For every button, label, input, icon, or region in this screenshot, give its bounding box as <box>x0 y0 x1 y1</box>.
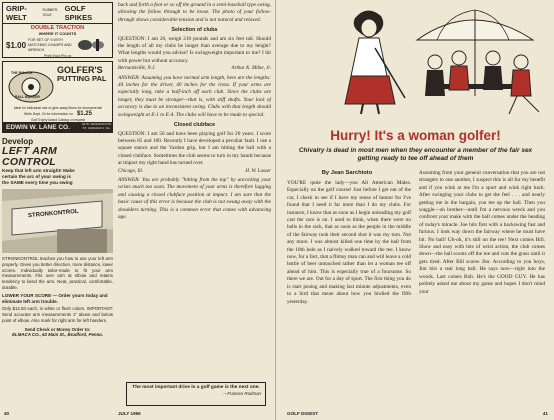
ad3-big: LEFT ARM CONTROL <box>2 145 58 168</box>
quote-box <box>126 382 266 406</box>
article-title: Hurry! It's a woman golfer! <box>330 128 501 143</box>
article-byline: By Jean Sarchioto <box>321 170 373 176</box>
spike-icon <box>76 37 106 53</box>
ad3-device-label: STRONKONTROL <box>27 208 79 220</box>
article-deck: Chivalry is dead in most men when they encounter a member of the fair sex getting ready to tee off ahead of them <box>298 147 533 163</box>
folio-right: 41 <box>542 411 548 416</box>
ad3-l2: certain the arc of your swing is <box>2 174 72 179</box>
ad1-line1: DOUBLE TRACTION <box>30 25 85 31</box>
article-body-2: Assuming from your general conversation that you are not strangers to one another, I suspect this is all for my benefit and if you wink at me I'm a sport and wink right back. After swinging your clubs to get the feel . . . and nearly getting me in the bargain, you tee up the ball. Then you waggle—oh brother—until I'm a nervous wreck and you confront your make with the ball comes under the heading of today's miracle. Joe hits first with a backswing fast and furious. I look way down the fairway where he must have hit. No ball! Uh-oh, it's still on the tee! Next comes Bill. Show and easy with lots of wrist action, the club comes down—the ball scoots off the toe and cuts the grass until it gets tired. After Bill scores Jim. According to you boys, Jim hits a real long ball. He says now—right into the woods. Last comes Bob. He's the GOOD GUY. He has politely asked me about my game and hopes I don't mind your <box>419 170 545 295</box>
ad1-sub: RUBBER-SOLE <box>42 8 59 17</box>
article-column-1 <box>287 180 411 402</box>
grip-welt-ad <box>2 2 113 58</box>
qa-question-1: QUESTION: I am 20, weigh 210 pounds and am six feet tall. Should the length of all my clubs be longer than average due to my height? What lengths would you advise? Is swingweight important to me? I hit with power but without accuracy. <box>118 35 271 64</box>
article-column-2 <box>419 170 545 402</box>
qa-answer-2: ANSWER: You are probably "hitting from the top" by uncocking your wrists much too soon. The movement of your arms is therefore lagging and causing a closed clubface position at impact. I am sure that the basic cause of this error is because the club is not swung away with the shoulders turning. This is a common error that comes with advancing age. <box>118 176 271 220</box>
ad3-l3: the SAME every time you swing <box>2 180 73 185</box>
qa-question-2: QUESTION: I am 50 and have been playing golf for 20 years. I score between 85 and 100. Recently I have developed a peculiar fault. I use a square stance and the Vardon grip, but I am hitting the ball with a closed clubface. Sometimes the club seems to turn in my hands because at impact my right hand has turned over. <box>118 130 271 167</box>
left-page <box>0 0 276 420</box>
ad2-marker: BALL MARKER <box>15 95 40 99</box>
ad2-address: 32 W. WASHINGTON ST. CHICAGO 2, ILL. <box>81 122 111 130</box>
ad2-caption2: Write Dept. 24 for information on <box>24 111 73 116</box>
stronkontrol-photo <box>2 189 113 253</box>
ad2-brand: THE PALACE <box>11 71 33 75</box>
qa-intro: back and forth a foot or so off the ground in a semi-baseball type swing, allowing the follow through to be loose. The photo of your follow-through shows considerable tension and is not natural and relaxed. <box>118 2 271 23</box>
left-arm-control-ad <box>2 137 113 413</box>
issue-date: JULY 1956 <box>118 411 141 416</box>
quote-source: —Frances Rodman <box>222 391 261 397</box>
ad3-l1: Keep that left arm straight! Make <box>2 168 75 173</box>
cartoon-illustration <box>277 0 554 120</box>
qa-answer-1: ANSWER: Assuming you have normal arm length, here are the lengths: 44 inches for the driver, 40 inches for the irons. If your arms are especially long, take a half-inch off each club. Since the clubs are longer, they must be stronger—that is, with stiff shafts. Your lack of accuracy is due to an inconsistent swing. Clubs with that length should swingweight at E-1 to E-4. The clubs will have to be made to special. <box>118 74 271 118</box>
folio-left: 40 <box>4 411 10 416</box>
ad3-lower: LOWER YOUR SCORE — Order yours today and eliminate left arm trouble. <box>2 292 108 304</box>
ad2-title2: PUTTING PAL <box>57 74 107 83</box>
ad2-caption1: Ideal for individual use or give-away items for tournaments! <box>13 106 103 110</box>
ad1-spikes: GOLF SPIKES <box>64 4 93 22</box>
right-page <box>277 0 554 420</box>
qa-place-2: Chicago, Ill. <box>118 168 144 174</box>
qa-column <box>118 2 271 407</box>
ad2-company: EDWIN W. LANE CO. <box>6 123 70 131</box>
quote-text: The most important drive in a golf game is the next one. <box>132 385 260 390</box>
ad3-price: Only $12.50 each, in white or flesh colors. IMPORTANT: Send accurate arm measurements 1" above and below point of elbow. Also mark for right arm for left handers. <box>2 306 113 323</box>
article-body-1: YOU'RE quite the lady—you All American Males. Especially on the golf course! Just before I get out of the car, I check to see if I have my sense of humor for I've found that I need it far more than I do my clubs. For instance, I know that as soon as I begin unloading my golf cart the race is on. I used to think, when there were no balls in the rack, that as soon as the people in the middle of the fairway took their second shot it was my turn. Not any more. I was almost killed one time by the ball from the 10th hole as I naively walked toward the tee. I know now, for a fact, that a flimsy man can and will leave a cold bottle of beer untouched rather than let a woman tee off ahead of him. This is especially true of a foursome. So there we are. Out for a day of sport. The first thing you do is start posing and making last minute adjustments, even to a bird that mean about how you birdied the fifth yesterday. <box>287 180 411 305</box>
ad1-title: GRIP-WELT <box>6 4 27 22</box>
ad3-company: ELMACA CO., 62 Main St., Bradford, Penna. <box>12 332 103 338</box>
putting-pal-ad <box>2 61 113 133</box>
qa-name-2: H. W. Lasser <box>245 168 271 174</box>
ad1-price: $1.00 <box>6 40 27 50</box>
ad1-line2: WHERE IT COUNTS <box>38 31 77 36</box>
ad1-offer: FOR SET OF 5 WITH MATCHING CHAMPS AND WRENCH <box>28 38 72 52</box>
qa-heading-selection: Selection of clubs <box>171 27 218 34</box>
ad3-send: Send Check or Money Order to: <box>24 326 91 332</box>
ad1-print: Print Your Pro or <box>43 54 72 58</box>
qa-name-1: Arthur K. Milne, Jr. <box>231 66 271 72</box>
qa-heading-closed: Closed clubface <box>173 122 216 129</box>
ad3-body: STRONKONTROL teaches you how to use your left arm properly. Gives you better direction, more distance, lower scores. Individually tailor-made to fit your arm measurements. Fits over arm at elbow and retains tendency to bend the arm. Neat, practical, comfortable, durable. <box>2 256 113 290</box>
ad2-title: GOLFER'S <box>57 65 103 75</box>
ad2-price: $1.25 <box>76 111 92 117</box>
ad3-head: Develop <box>2 137 34 146</box>
magazine-name: GOLF DIGEST <box>287 411 319 416</box>
ad2-caption3: Golf Trophy Award Catalog on request <box>31 118 85 122</box>
qa-place-1: Bernardsville, N.J. <box>118 66 156 72</box>
